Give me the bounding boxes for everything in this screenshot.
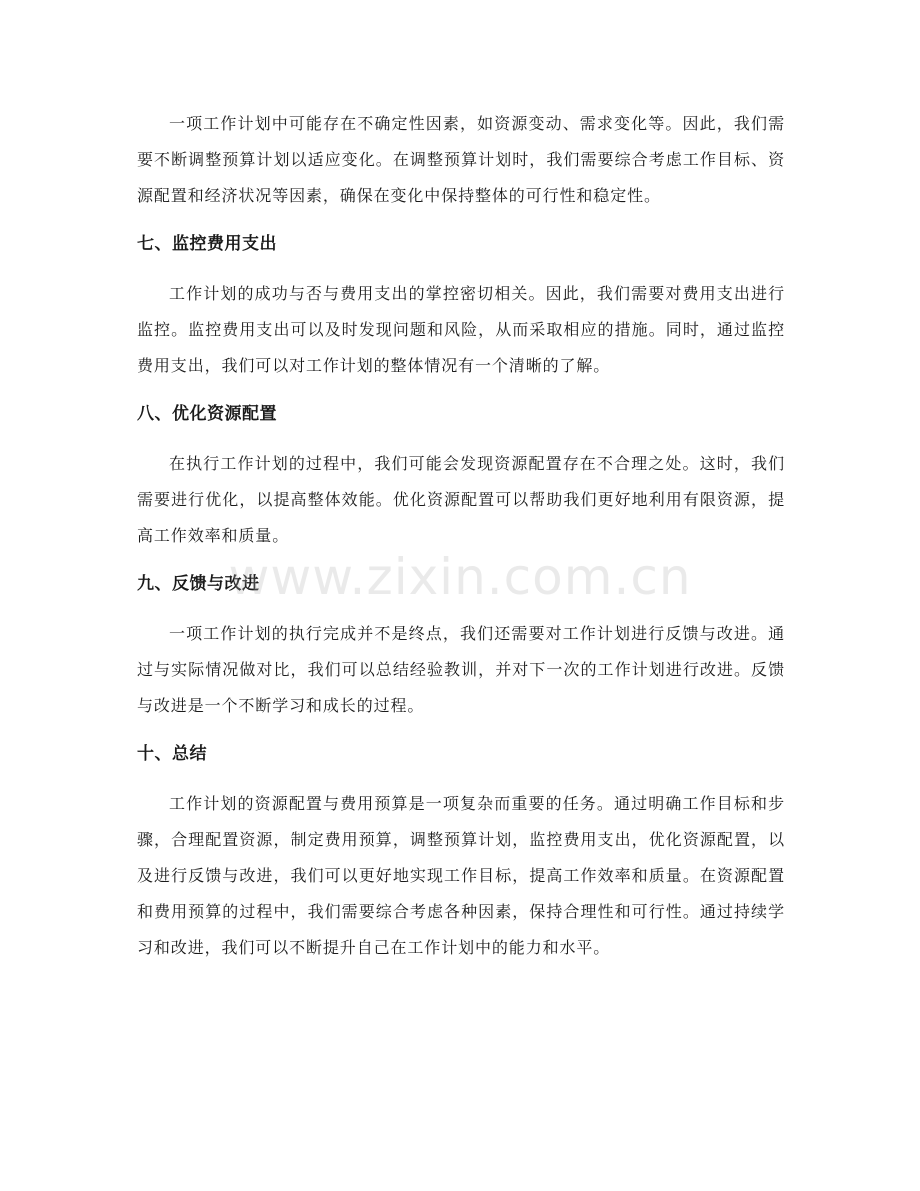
spacer (137, 598, 785, 616)
intro-paragraph: 一项工作计划中可能存在不确定性因素，如资源变动、需求变化等。因此，我们需要不断调整预算计划以适应变化。在调整预算计划时，我们需要综合考虑工作目标、资源配置和经济状况等因素，确保在变化中保持整体的可行性和稳定性。 (137, 114, 785, 205)
spacer (137, 768, 785, 786)
document-body (137, 106, 785, 966)
section-heading-monitor-expenses: 七、监控费用支出 (137, 234, 277, 254)
spacer (137, 554, 785, 570)
spacer (137, 428, 785, 446)
section-heading-feedback: 九、反馈与改进 (137, 574, 260, 594)
section-paragraph-monitor-expenses: 工作计划的成功与否与费用支出的掌控密切相关。因此，我们需要对费用支出进行监控。监控费用支出可以及时发现问题和风险，从而采取相应的措施。同时，通过监控费用支出，我们可以对工作计划的整体情况有一个清晰的了解。 (137, 284, 785, 375)
section-paragraph-feedback: 一项工作计划的执行完成并不是终点，我们还需要对工作计划进行反馈与改进。通过与实际情况做对比，我们可以总结经验教训，并对下一次的工作计划进行改进。反馈与改进是一个不断学习和成长的过程。 (137, 624, 785, 715)
section-heading-optimize-resources: 八、优化资源配置 (137, 404, 277, 424)
section-paragraph-summary: 工作计划的资源配置与费用预算是一项复杂而重要的任务。通过明确工作目标和步骤，合理配置资源，制定费用预算，调整预算计划，监控费用支出，优化资源配置，以及进行反馈与改进，我们可以更好地实现工作目标，提高工作效率和质量。在资源配置和费用预算的过程中，我们需要综合考虑各种因素，保持合理性和可行性。通过持续学习和改进，我们可以不断提升自己在工作计划中的能力和水平。 (137, 794, 785, 957)
spacer (137, 214, 785, 230)
section-paragraph-optimize-resources: 在执行工作计划的过程中，我们可能会发现资源配置存在不合理之处。这时，我们需要进行优化，以提高整体效能。优化资源配置可以帮助我们更好地利用有限资源，提高工作效率和质量。 (137, 454, 785, 545)
spacer (137, 258, 785, 276)
spacer (137, 724, 785, 740)
spacer (137, 384, 785, 400)
watermark-text: www.zixin.com.cn (228, 548, 692, 606)
section-heading-summary: 十、总结 (137, 744, 207, 764)
